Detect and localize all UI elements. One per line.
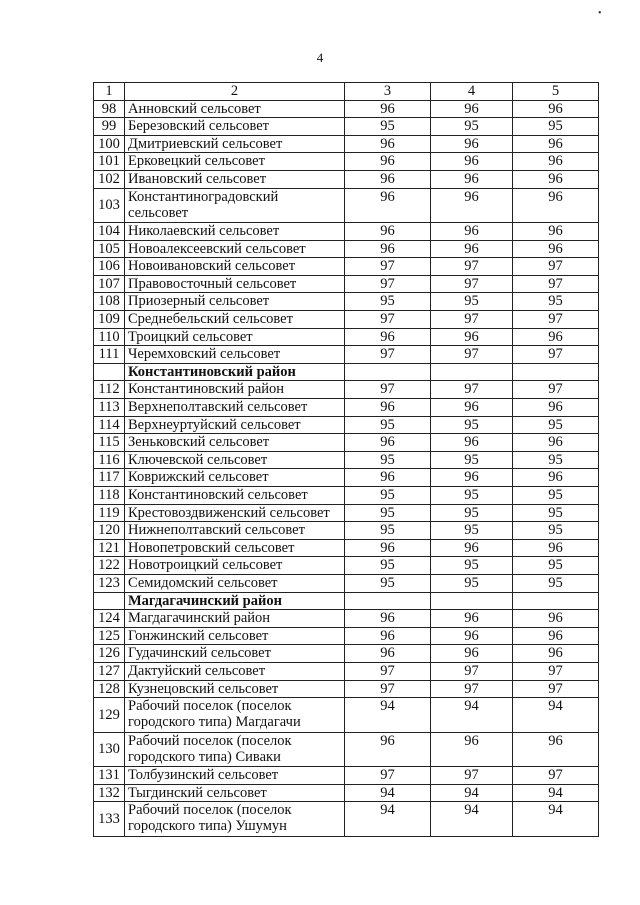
value-col-5: 96 xyxy=(513,153,599,171)
value-col-4: 95 xyxy=(431,293,513,311)
table-body xyxy=(94,83,599,837)
value-col-5: 95 xyxy=(513,557,599,575)
value-col-3 xyxy=(345,363,431,381)
row-name: Нижнеполтавский сельсовет xyxy=(125,522,345,540)
value-col-4: 95 xyxy=(431,118,513,136)
value-col-4: 96 xyxy=(431,539,513,557)
row-name: Новоалексеевский сельсовет xyxy=(125,240,345,258)
row-number: 133 xyxy=(94,802,125,837)
value-col-3: 96 xyxy=(345,645,431,663)
value-col-5: 94 xyxy=(513,784,599,802)
table-row xyxy=(94,258,599,276)
value-col-3: 96 xyxy=(345,153,431,171)
value-col-3: 95 xyxy=(345,557,431,575)
table-row xyxy=(94,434,599,452)
value-col-4: 95 xyxy=(431,486,513,504)
row-number: 121 xyxy=(94,539,125,557)
value-col-5: 95 xyxy=(513,451,599,469)
section-header-row xyxy=(94,592,599,610)
table-row xyxy=(94,346,599,364)
value-col-5: 96 xyxy=(513,135,599,153)
row-number xyxy=(94,592,125,610)
value-col-5: 96 xyxy=(513,240,599,258)
corner-mark: • xyxy=(598,8,602,19)
value-col-5 xyxy=(513,363,599,381)
value-col-5: 95 xyxy=(513,118,599,136)
value-col-3 xyxy=(345,592,431,610)
row-name: Ключевской сельсовет xyxy=(125,451,345,469)
row-number: 123 xyxy=(94,574,125,592)
value-col-3: 96 xyxy=(345,170,431,188)
value-col-4 xyxy=(431,363,513,381)
row-name: Черемховский сельсовет xyxy=(125,346,345,364)
table-row xyxy=(94,275,599,293)
row-name: Тыгдинский сельсовет xyxy=(125,784,345,802)
value-col-4: 94 xyxy=(431,698,513,733)
value-col-3: 96 xyxy=(345,240,431,258)
page-number: 4 xyxy=(316,50,324,65)
row-name: Гонжинский сельсовет xyxy=(125,627,345,645)
row-name: Кузнецовский сельсовет xyxy=(125,680,345,698)
table-row xyxy=(94,451,599,469)
row-name: Дмитриевский сельсовет xyxy=(125,135,345,153)
value-col-4: 96 xyxy=(431,135,513,153)
value-col-5: 97 xyxy=(513,680,599,698)
row-name: Новоивановский сельсовет xyxy=(125,258,345,276)
table-row xyxy=(94,557,599,575)
value-col-4: 97 xyxy=(431,680,513,698)
row-name: Магдагачинский район xyxy=(125,592,345,610)
table-row xyxy=(94,100,599,118)
value-col-4 xyxy=(431,592,513,610)
row-number: 117 xyxy=(94,469,125,487)
value-col-4: 96 xyxy=(431,170,513,188)
row-number: 106 xyxy=(94,258,125,276)
row-name: Константиноградовский сельсовет xyxy=(125,188,345,223)
table-row xyxy=(94,293,599,311)
table-header-row xyxy=(94,83,599,101)
value-col-4: 97 xyxy=(431,767,513,785)
data-table xyxy=(93,82,599,837)
row-name: Рабочий поселок (поселок городского типа) Магдагачи xyxy=(125,698,345,733)
row-number: 131 xyxy=(94,767,125,785)
table-row xyxy=(94,311,599,329)
value-col-4: 97 xyxy=(431,311,513,329)
value-col-3: 96 xyxy=(345,135,431,153)
row-name: Ивановский сельсовет xyxy=(125,170,345,188)
value-col-5: 96 xyxy=(513,328,599,346)
value-col-4: 96 xyxy=(431,188,513,223)
value-col-4: 96 xyxy=(431,627,513,645)
row-number: 110 xyxy=(94,328,125,346)
row-name: Правовосточный сельсовет xyxy=(125,275,345,293)
table-row xyxy=(94,610,599,628)
header-cell-4: 4 xyxy=(431,83,513,101)
row-name: Рабочий поселок (поселок городского типа) Ушумун xyxy=(125,802,345,837)
value-col-3: 97 xyxy=(345,258,431,276)
table-row xyxy=(94,240,599,258)
table-row xyxy=(94,135,599,153)
value-col-5: 95 xyxy=(513,504,599,522)
value-col-3: 96 xyxy=(345,539,431,557)
row-number: 115 xyxy=(94,434,125,452)
value-col-4: 95 xyxy=(431,504,513,522)
value-col-5: 96 xyxy=(513,170,599,188)
value-col-3: 95 xyxy=(345,451,431,469)
row-number: 130 xyxy=(94,732,125,767)
value-col-3: 97 xyxy=(345,767,431,785)
value-col-3: 96 xyxy=(345,399,431,417)
value-col-4: 97 xyxy=(431,258,513,276)
value-col-3: 95 xyxy=(345,118,431,136)
table-row xyxy=(94,645,599,663)
row-number: 112 xyxy=(94,381,125,399)
value-col-5: 97 xyxy=(513,258,599,276)
value-col-4: 95 xyxy=(431,416,513,434)
value-col-4: 96 xyxy=(431,610,513,628)
table-row xyxy=(94,118,599,136)
row-name: Приозерный сельсовет xyxy=(125,293,345,311)
value-col-4: 96 xyxy=(431,223,513,241)
table-row xyxy=(94,574,599,592)
value-col-4: 95 xyxy=(431,574,513,592)
row-number: 132 xyxy=(94,784,125,802)
value-col-3: 97 xyxy=(345,311,431,329)
header-cell-2: 2 xyxy=(125,83,345,101)
value-col-4: 95 xyxy=(431,557,513,575)
value-col-4: 96 xyxy=(431,153,513,171)
value-col-5: 96 xyxy=(513,645,599,663)
value-col-3: 96 xyxy=(345,223,431,241)
row-name: Толбузинский сельсовет xyxy=(125,767,345,785)
value-col-3: 96 xyxy=(345,610,431,628)
row-name: Гудачинский сельсовет xyxy=(125,645,345,663)
table-row xyxy=(94,680,599,698)
value-col-5: 96 xyxy=(513,732,599,767)
value-col-5: 95 xyxy=(513,486,599,504)
value-col-5: 96 xyxy=(513,434,599,452)
table-row xyxy=(94,627,599,645)
value-col-5: 97 xyxy=(513,662,599,680)
value-col-5: 96 xyxy=(513,100,599,118)
value-col-3: 96 xyxy=(345,469,431,487)
value-col-3: 94 xyxy=(345,784,431,802)
row-name: Новотроицкий сельсовет xyxy=(125,557,345,575)
row-number: 120 xyxy=(94,522,125,540)
value-col-3: 97 xyxy=(345,662,431,680)
value-col-5: 96 xyxy=(513,188,599,223)
row-number: 98 xyxy=(94,100,125,118)
value-col-3: 96 xyxy=(345,328,431,346)
table-row xyxy=(94,802,599,837)
value-col-4: 96 xyxy=(431,469,513,487)
value-col-3: 97 xyxy=(345,346,431,364)
value-col-3: 94 xyxy=(345,802,431,837)
row-number: 111 xyxy=(94,346,125,364)
value-col-4: 95 xyxy=(431,522,513,540)
value-col-5: 95 xyxy=(513,293,599,311)
value-col-5: 96 xyxy=(513,223,599,241)
table-row xyxy=(94,522,599,540)
value-col-5: 96 xyxy=(513,539,599,557)
row-name: Семидомский сельсовет xyxy=(125,574,345,592)
value-col-5: 97 xyxy=(513,311,599,329)
value-col-3: 95 xyxy=(345,486,431,504)
row-name: Березовский сельсовет xyxy=(125,118,345,136)
table-row xyxy=(94,469,599,487)
value-col-3: 96 xyxy=(345,188,431,223)
row-name: Верхнеуртуйский сельсовет xyxy=(125,416,345,434)
value-col-3: 95 xyxy=(345,416,431,434)
row-name: Верхнеполтавский сельсовет xyxy=(125,399,345,417)
row-number: 128 xyxy=(94,680,125,698)
value-col-4: 96 xyxy=(431,732,513,767)
table-row xyxy=(94,153,599,171)
row-name: Рабочий поселок (поселок городского типа) Сиваки xyxy=(125,732,345,767)
value-col-4: 96 xyxy=(431,645,513,663)
value-col-5: 97 xyxy=(513,275,599,293)
row-number: 127 xyxy=(94,662,125,680)
value-col-5 xyxy=(513,592,599,610)
row-number: 101 xyxy=(94,153,125,171)
value-col-5: 94 xyxy=(513,698,599,733)
row-number: 103 xyxy=(94,188,125,223)
table-row xyxy=(94,170,599,188)
value-col-3: 95 xyxy=(345,293,431,311)
table-row xyxy=(94,486,599,504)
table-row xyxy=(94,504,599,522)
value-col-5: 97 xyxy=(513,381,599,399)
table-row xyxy=(94,223,599,241)
value-col-3: 96 xyxy=(345,434,431,452)
value-col-4: 97 xyxy=(431,346,513,364)
value-col-3: 95 xyxy=(345,504,431,522)
row-name: Троицкий сельсовет xyxy=(125,328,345,346)
value-col-4: 95 xyxy=(431,451,513,469)
row-number: 116 xyxy=(94,451,125,469)
value-col-3: 95 xyxy=(345,574,431,592)
row-number xyxy=(94,363,125,381)
row-name: Коврижский сельсовет xyxy=(125,469,345,487)
value-col-5: 97 xyxy=(513,346,599,364)
row-name: Крестовоздвиженский сельсовет xyxy=(125,504,345,522)
header-cell-3: 3 xyxy=(345,83,431,101)
value-col-4: 94 xyxy=(431,784,513,802)
value-col-4: 96 xyxy=(431,100,513,118)
value-col-5: 97 xyxy=(513,767,599,785)
value-col-3: 95 xyxy=(345,522,431,540)
value-col-4: 96 xyxy=(431,434,513,452)
row-name: Магдагачинский район xyxy=(125,610,345,628)
table-row xyxy=(94,784,599,802)
section-header-row xyxy=(94,363,599,381)
table-row xyxy=(94,662,599,680)
value-col-3: 96 xyxy=(345,627,431,645)
row-number: 119 xyxy=(94,504,125,522)
value-col-3: 97 xyxy=(345,275,431,293)
row-name: Зеньковский сельсовет xyxy=(125,434,345,452)
row-number: 113 xyxy=(94,399,125,417)
value-col-3: 97 xyxy=(345,680,431,698)
row-number: 105 xyxy=(94,240,125,258)
value-col-5: 95 xyxy=(513,522,599,540)
row-name: Новопетровский сельсовет xyxy=(125,539,345,557)
value-col-5: 96 xyxy=(513,610,599,628)
value-col-4: 96 xyxy=(431,399,513,417)
row-number: 99 xyxy=(94,118,125,136)
row-name: Константиновский район xyxy=(125,381,345,399)
value-col-4: 96 xyxy=(431,240,513,258)
row-number: 114 xyxy=(94,416,125,434)
value-col-4: 97 xyxy=(431,381,513,399)
value-col-3: 96 xyxy=(345,100,431,118)
value-col-5: 96 xyxy=(513,399,599,417)
row-name: Николаевский сельсовет xyxy=(125,223,345,241)
value-col-5: 96 xyxy=(513,469,599,487)
row-number: 109 xyxy=(94,311,125,329)
table-row xyxy=(94,732,599,767)
row-number: 118 xyxy=(94,486,125,504)
value-col-5: 94 xyxy=(513,802,599,837)
value-col-4: 96 xyxy=(431,328,513,346)
row-name: Константиновский район xyxy=(125,363,345,381)
row-number: 124 xyxy=(94,610,125,628)
row-number: 129 xyxy=(94,698,125,733)
row-name: Среднебельский сельсовет xyxy=(125,311,345,329)
value-col-4: 97 xyxy=(431,275,513,293)
table-row xyxy=(94,399,599,417)
value-col-5: 96 xyxy=(513,627,599,645)
table-row xyxy=(94,328,599,346)
header-cell-5: 5 xyxy=(513,83,599,101)
value-col-5: 95 xyxy=(513,416,599,434)
table-row xyxy=(94,416,599,434)
value-col-5: 95 xyxy=(513,574,599,592)
row-name: Ерковецкий сельсовет xyxy=(125,153,345,171)
table-row xyxy=(94,381,599,399)
value-col-3: 96 xyxy=(345,732,431,767)
row-number: 100 xyxy=(94,135,125,153)
row-number: 122 xyxy=(94,557,125,575)
row-name: Дактуйский сельсовет xyxy=(125,662,345,680)
value-col-4: 94 xyxy=(431,802,513,837)
value-col-3: 97 xyxy=(345,381,431,399)
row-name: Константиновский сельсовет xyxy=(125,486,345,504)
row-number: 108 xyxy=(94,293,125,311)
value-col-3: 94 xyxy=(345,698,431,733)
row-number: 126 xyxy=(94,645,125,663)
value-col-4: 97 xyxy=(431,662,513,680)
table-row xyxy=(94,188,599,223)
row-number: 125 xyxy=(94,627,125,645)
table-row xyxy=(94,539,599,557)
row-number: 107 xyxy=(94,275,125,293)
row-name: Анновский сельсовет xyxy=(125,100,345,118)
row-number: 104 xyxy=(94,223,125,241)
table-row xyxy=(94,698,599,733)
table-row xyxy=(94,767,599,785)
header-cell-1: 1 xyxy=(94,83,125,101)
row-number: 102 xyxy=(94,170,125,188)
